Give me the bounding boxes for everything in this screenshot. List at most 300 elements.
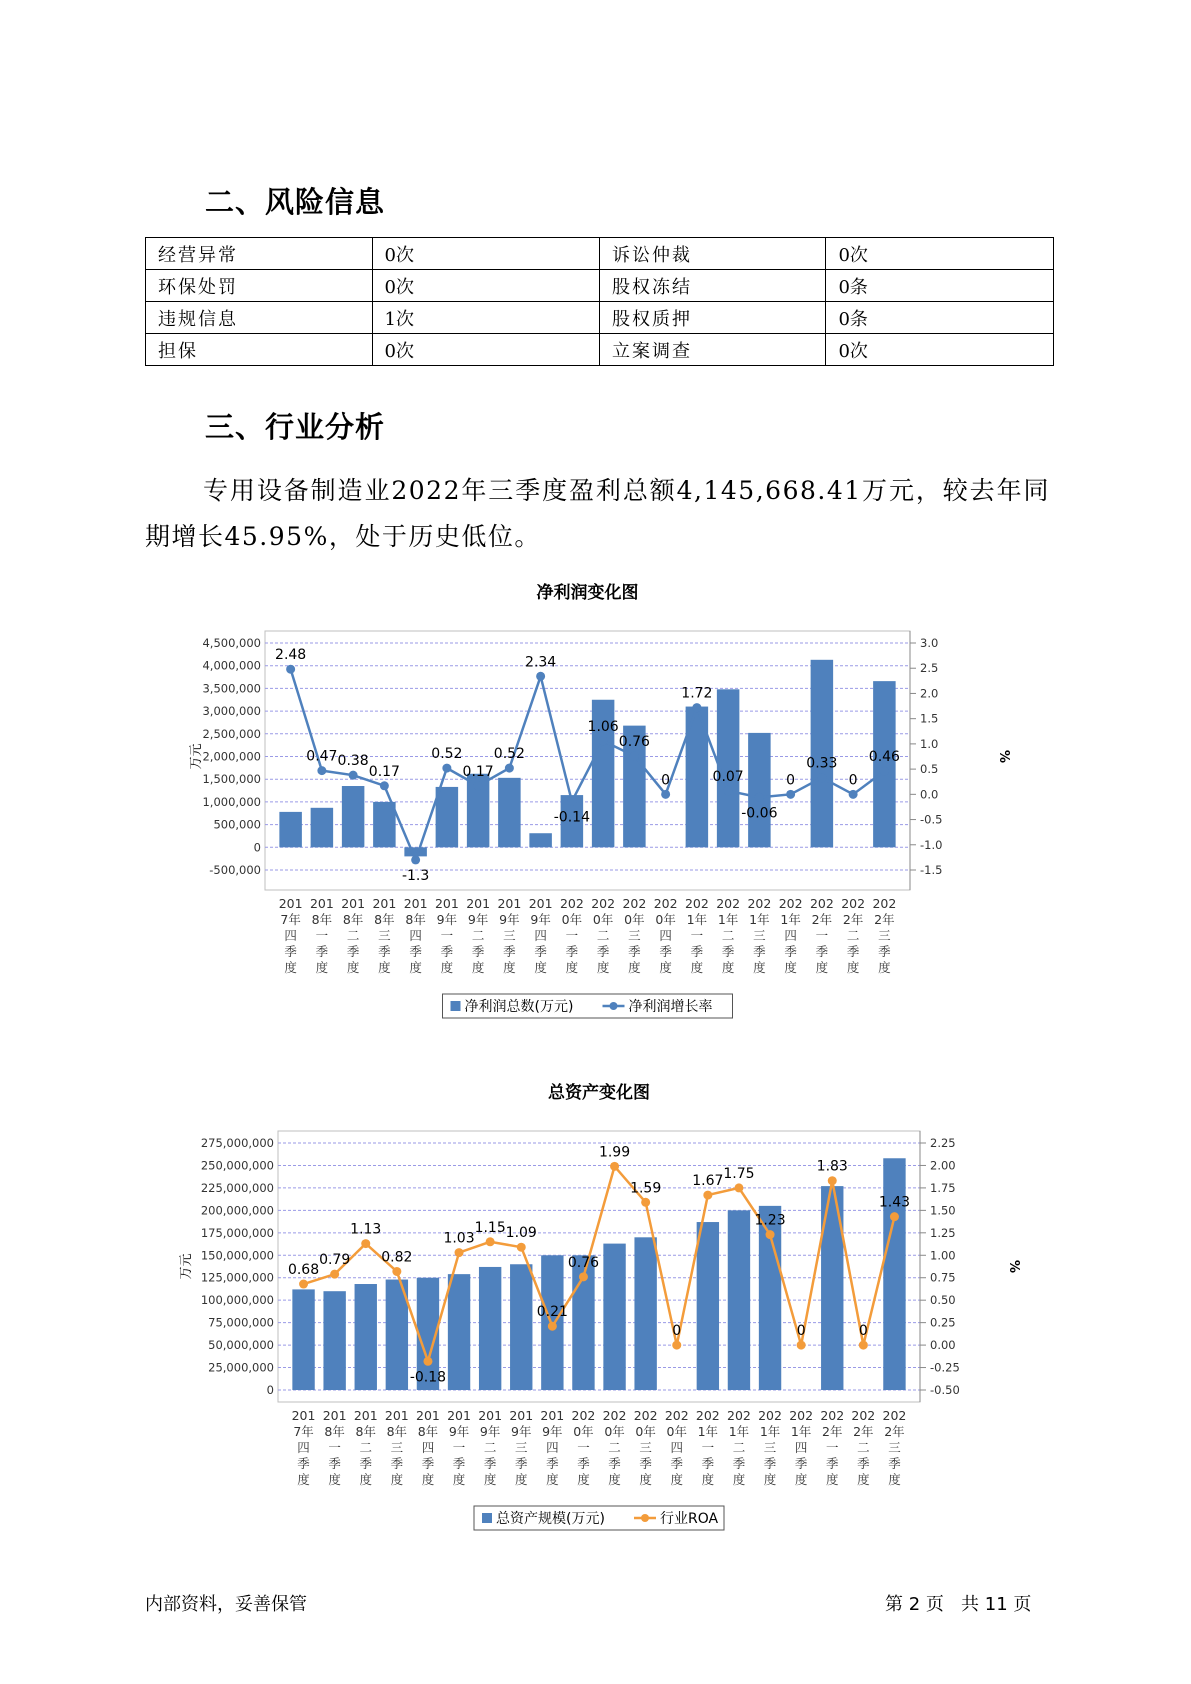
x-tick-label-part: 季 bbox=[878, 944, 891, 959]
x-tick-label-part: 9年 bbox=[467, 912, 489, 927]
total-assets-chart bbox=[179, 1080, 1021, 1550]
bar bbox=[634, 1237, 656, 1390]
x-tick-label-part: 1年 bbox=[749, 912, 770, 927]
x-tick-label-part: 季 bbox=[315, 944, 329, 959]
x-tick-label-part: 三 bbox=[753, 928, 766, 943]
y2-tick-label: -1.5 bbox=[920, 863, 943, 877]
x-tick-label-part: 度 bbox=[359, 1472, 373, 1487]
x-tick-label-part: 季 bbox=[471, 944, 485, 959]
line-point bbox=[849, 790, 858, 799]
y2-tick-label: 2.0 bbox=[920, 686, 939, 701]
x-tick-label bbox=[727, 1408, 751, 1487]
data-label: 0 bbox=[796, 1323, 806, 1340]
y-tick-label: 0 bbox=[266, 1383, 274, 1397]
x-tick-label-part: 季 bbox=[701, 1456, 715, 1471]
x-tick-label-part: 度 bbox=[857, 1472, 870, 1487]
x-tick-label-part: 一 bbox=[452, 1440, 466, 1455]
x-tick-label-part: 四 bbox=[284, 928, 297, 943]
x-tick-label bbox=[341, 896, 365, 975]
y-tick-label: 125,000,000 bbox=[200, 1270, 274, 1285]
net-profit-chart bbox=[180, 580, 1010, 1030]
x-tick-label-part: 7年 bbox=[280, 912, 301, 927]
x-tick-label-part: 季 bbox=[784, 944, 797, 959]
x-tick-label-part: 202 bbox=[684, 896, 709, 911]
x-tick-label-part: 8年 bbox=[374, 912, 395, 927]
x-tick-label-part: 201 bbox=[309, 896, 334, 911]
data-label: -1.3 bbox=[401, 867, 430, 884]
x-tick-label-part: 度 bbox=[753, 960, 766, 975]
x-tick-label bbox=[810, 896, 834, 975]
risk-item-count: 0次 bbox=[826, 238, 1054, 270]
y2-tick-label: 0.25 bbox=[930, 1315, 956, 1330]
line-point bbox=[599, 736, 608, 745]
x-tick-label bbox=[685, 896, 709, 975]
y-tick-label: 3,000,000 bbox=[202, 704, 261, 719]
bar bbox=[529, 833, 552, 847]
line-point bbox=[828, 1176, 837, 1185]
line-point bbox=[786, 790, 795, 799]
x-tick-label-part: 9年 bbox=[530, 912, 551, 927]
x-tick-label bbox=[540, 1408, 564, 1487]
x-tick-label-part: 9年 bbox=[479, 1424, 501, 1439]
data-label: 0.52 bbox=[431, 746, 463, 763]
data-label: 0.33 bbox=[806, 755, 838, 772]
y-tick-label: 150,000,000 bbox=[200, 1248, 274, 1263]
y-tick-label: 4,500,000 bbox=[202, 636, 261, 650]
x-tick-label-part: 201 bbox=[540, 1408, 565, 1423]
x-tick-label-part: 201 bbox=[341, 896, 366, 911]
section-title-risk: 二、风险信息 bbox=[205, 185, 386, 219]
risk-item-count: 0次 bbox=[372, 238, 599, 270]
y2-axis-label: % bbox=[1006, 1259, 1021, 1274]
x-tick-label-part: 度 bbox=[690, 960, 704, 975]
bar bbox=[697, 1222, 719, 1390]
x-tick-label-part: 2年 bbox=[874, 912, 895, 927]
line-point bbox=[317, 766, 326, 775]
x-tick-label-part: 度 bbox=[546, 1472, 559, 1487]
x-tick-label-part: 一 bbox=[690, 928, 704, 943]
bar bbox=[279, 812, 302, 847]
x-tick-label-part: 季 bbox=[421, 1456, 435, 1471]
bar bbox=[323, 1291, 345, 1390]
legend-line-label: 行业ROA bbox=[660, 1511, 719, 1527]
data-label: 0 bbox=[661, 772, 671, 789]
data-label: 0.47 bbox=[306, 748, 338, 765]
risk-item-label: 违规信息 bbox=[146, 302, 373, 334]
x-tick-label bbox=[323, 1408, 347, 1487]
data-label: 0.68 bbox=[287, 1262, 320, 1279]
bar bbox=[883, 1158, 905, 1390]
data-label: 1.83 bbox=[816, 1158, 848, 1175]
data-label: 0.17 bbox=[462, 763, 494, 780]
x-tick-label-part: 1年 bbox=[728, 1424, 750, 1439]
x-tick-label-part: 季 bbox=[359, 1456, 373, 1471]
x-tick-label bbox=[820, 1408, 844, 1487]
x-tick-label-part: 202 bbox=[747, 896, 772, 911]
y2-tick-label: 2.5 bbox=[920, 661, 939, 676]
x-tick-label-part: 0年 bbox=[573, 1424, 594, 1439]
x-tick-label bbox=[560, 896, 584, 975]
line-point bbox=[474, 781, 483, 790]
line-point bbox=[766, 1230, 775, 1239]
y-tick-label: 175,000,000 bbox=[200, 1225, 274, 1240]
x-tick-label bbox=[603, 1408, 627, 1487]
y-tick-label: 25,000,000 bbox=[208, 1360, 274, 1375]
line-point bbox=[486, 1237, 495, 1246]
bar bbox=[342, 786, 365, 847]
x-tick-label-part: 四 bbox=[534, 928, 547, 943]
x-tick-label-part: 一 bbox=[825, 1440, 839, 1455]
x-tick-label-part: 202 bbox=[695, 1408, 720, 1423]
x-tick-label-part: 四 bbox=[421, 1440, 435, 1455]
risk-item-label: 股权冻结 bbox=[599, 270, 826, 302]
data-label: 1.59 bbox=[630, 1180, 662, 1197]
x-tick-label-part: 三 bbox=[639, 1440, 652, 1455]
x-tick-label-part: 度 bbox=[534, 960, 547, 975]
x-tick-label bbox=[572, 1408, 596, 1487]
risk-item-label: 诉讼仲裁 bbox=[599, 238, 826, 270]
x-tick-label-part: 度 bbox=[608, 1472, 621, 1487]
x-tick-label bbox=[779, 896, 803, 975]
chart-title: 总资产变化图 bbox=[548, 1083, 650, 1103]
x-tick-label-part: 四 bbox=[794, 1440, 808, 1455]
x-tick-label-part: 度 bbox=[815, 960, 829, 975]
x-tick-label-part: 201 bbox=[434, 896, 459, 911]
x-tick-label-part: 201 bbox=[509, 1408, 534, 1423]
x-tick-label bbox=[716, 896, 740, 975]
y2-tick-label: 1.00 bbox=[930, 1248, 956, 1263]
x-tick-label bbox=[758, 1408, 782, 1487]
data-label: -0.14 bbox=[553, 809, 590, 826]
x-tick-label-part: 四 bbox=[297, 1440, 310, 1455]
x-tick-label bbox=[385, 1408, 409, 1487]
y-tick-label: 225,000,000 bbox=[200, 1180, 274, 1195]
x-tick-label bbox=[509, 1408, 533, 1487]
x-tick-label-part: 202 bbox=[664, 1408, 689, 1423]
x-tick-label-part: 度 bbox=[409, 960, 422, 975]
x-tick-label-part: 四 bbox=[409, 928, 422, 943]
risk-info-table bbox=[145, 237, 1054, 366]
industry-analysis-paragraph: 专用设备制造业2022年三季度盈利总额4,145,668.41万元，较去年同期增长45.95%，处于历史低位。 bbox=[145, 476, 1050, 551]
x-tick-label-part: 二 bbox=[857, 1440, 870, 1455]
y-tick-label: 275,000,000 bbox=[200, 1136, 274, 1150]
x-tick-label bbox=[789, 1408, 813, 1487]
bar bbox=[373, 802, 396, 847]
data-label: 0.52 bbox=[493, 746, 525, 763]
x-tick-label-part: 201 bbox=[291, 1408, 316, 1423]
line-point bbox=[536, 672, 545, 681]
x-tick-label-part: 202 bbox=[559, 896, 584, 911]
risk-item-count: 0次 bbox=[372, 270, 599, 302]
line-point bbox=[672, 1341, 681, 1350]
x-tick-label-part: 一 bbox=[577, 1440, 590, 1455]
line-point bbox=[703, 1191, 712, 1200]
x-tick-label-part: 201 bbox=[478, 1408, 503, 1423]
section-title-industry: 三、行业分析 bbox=[205, 410, 386, 444]
y-axis-label: 万元 bbox=[179, 1253, 194, 1280]
data-label: 0.76 bbox=[618, 733, 650, 750]
x-tick-label-part: 8年 bbox=[324, 1424, 345, 1439]
legend-line-label: 净利润增长率 bbox=[628, 999, 713, 1015]
data-label: -0.18 bbox=[409, 1369, 447, 1386]
x-tick-label-part: 202 bbox=[882, 1408, 907, 1423]
data-label: 0 bbox=[848, 772, 858, 789]
x-tick-label-part: 度 bbox=[284, 960, 297, 975]
x-tick-label-part: 度 bbox=[721, 960, 735, 975]
x-tick-label-part: 度 bbox=[577, 1472, 590, 1487]
x-tick-label-part: 一 bbox=[565, 928, 579, 943]
y2-axis-label: % bbox=[996, 749, 1011, 764]
x-tick-label-part: 度 bbox=[297, 1472, 310, 1487]
x-tick-label-part: 1年 bbox=[759, 1424, 781, 1439]
y-tick-label: 3,500,000 bbox=[202, 681, 261, 696]
x-tick-label bbox=[435, 896, 459, 975]
x-tick-label-part: 202 bbox=[851, 1408, 876, 1423]
x-tick-label bbox=[872, 896, 896, 975]
x-tick-label-part: 一 bbox=[440, 928, 454, 943]
y-axis-label: 万元 bbox=[189, 743, 204, 770]
y-tick-label: 75,000,000 bbox=[208, 1315, 274, 1330]
x-tick-label-part: 1年 bbox=[717, 912, 739, 927]
y2-tick-label: 0.5 bbox=[920, 762, 939, 777]
line-point bbox=[692, 703, 701, 712]
x-tick-label-part: 季 bbox=[534, 944, 547, 959]
x-tick-label-part: 0年 bbox=[624, 912, 645, 927]
data-label: 1.06 bbox=[587, 718, 619, 735]
x-tick-label-part: 度 bbox=[670, 1472, 684, 1487]
x-tick-label bbox=[354, 1408, 378, 1487]
risk-item-label: 担保 bbox=[146, 334, 373, 366]
x-tick-label-part: 季 bbox=[390, 1456, 404, 1471]
footer-page-number: 第 2 页 共 11 页 bbox=[885, 1594, 1032, 1615]
x-tick-label-part: 季 bbox=[639, 1456, 652, 1471]
bar bbox=[748, 733, 771, 847]
data-label: 1.23 bbox=[754, 1212, 786, 1229]
legend-bar-swatch bbox=[451, 1001, 461, 1011]
line-point bbox=[548, 1322, 557, 1331]
x-tick-label-part: 201 bbox=[278, 896, 303, 911]
data-label: 0.79 bbox=[319, 1252, 351, 1269]
x-tick-label-part: 季 bbox=[577, 1456, 590, 1471]
x-tick-label-part: 三 bbox=[888, 1440, 901, 1455]
y-tick-label: 1,500,000 bbox=[202, 772, 261, 787]
x-tick-label-part: 季 bbox=[409, 944, 422, 959]
line-point bbox=[455, 1248, 464, 1257]
x-tick-label-part: 二 bbox=[471, 928, 485, 943]
bar bbox=[479, 1267, 501, 1390]
legend-line-marker bbox=[610, 1002, 618, 1010]
line-point bbox=[880, 767, 889, 776]
bar bbox=[728, 1210, 750, 1390]
y2-tick-label: -0.5 bbox=[920, 812, 943, 827]
x-tick-label-part: 一 bbox=[701, 1440, 715, 1455]
bar bbox=[292, 1289, 314, 1390]
y2-tick-label: 1.25 bbox=[930, 1225, 956, 1240]
x-tick-label-part: 202 bbox=[841, 896, 866, 911]
y2-tick-label: 2.25 bbox=[930, 1136, 956, 1150]
x-tick-label-part: 度 bbox=[565, 960, 579, 975]
y-tick-label: -500,000 bbox=[209, 863, 261, 877]
x-tick-label-part: 9年 bbox=[448, 1424, 470, 1439]
y-tick-label: 2,500,000 bbox=[202, 726, 261, 741]
risk-item-count: 0条 bbox=[826, 270, 1054, 302]
x-tick-label-part: 三 bbox=[390, 1440, 404, 1455]
x-tick-label bbox=[747, 896, 771, 975]
x-tick-label-part: 季 bbox=[514, 1456, 528, 1471]
x-tick-label-part: 2年 bbox=[884, 1424, 905, 1439]
x-tick-label-part: 201 bbox=[466, 896, 491, 911]
x-tick-label-part: 度 bbox=[328, 1472, 341, 1487]
data-label: 1.43 bbox=[878, 1194, 911, 1211]
x-tick-label-part: 三 bbox=[514, 1440, 528, 1455]
x-tick-label-part: 二 bbox=[732, 1440, 746, 1455]
x-tick-label-part: 季 bbox=[452, 1456, 466, 1471]
x-tick-label-part: 季 bbox=[815, 944, 829, 959]
line-point bbox=[817, 773, 826, 782]
x-tick-label-part: 三 bbox=[763, 1440, 777, 1455]
x-tick-label-part: 度 bbox=[503, 960, 516, 975]
x-tick-label-part: 度 bbox=[732, 1472, 746, 1487]
x-tick-label-part: 202 bbox=[602, 1408, 627, 1423]
x-tick-label bbox=[466, 896, 490, 975]
data-label: 1.75 bbox=[723, 1165, 755, 1182]
data-label: 0 bbox=[786, 772, 796, 789]
x-tick-label-part: 202 bbox=[789, 1408, 814, 1423]
risk-item-label: 环保处罚 bbox=[146, 270, 373, 302]
line-point bbox=[579, 1272, 588, 1281]
bar bbox=[510, 1264, 532, 1390]
x-tick-label-part: 1年 bbox=[697, 1424, 719, 1439]
line-point bbox=[392, 1267, 401, 1276]
risk-item-count: 0次 bbox=[372, 334, 599, 366]
line-point bbox=[734, 1183, 743, 1192]
x-tick-label-part: 201 bbox=[416, 1408, 440, 1423]
x-tick-label-part: 1年 bbox=[780, 912, 801, 927]
x-tick-label-part: 度 bbox=[390, 1472, 404, 1487]
x-tick-label-part: 三 bbox=[503, 928, 516, 943]
bar bbox=[811, 660, 834, 848]
x-tick-label-part: 度 bbox=[784, 960, 797, 975]
x-tick-label bbox=[292, 1408, 316, 1487]
x-tick-label bbox=[478, 1408, 502, 1487]
x-tick-label-part: 季 bbox=[690, 944, 704, 959]
data-label: 1.15 bbox=[474, 1219, 506, 1236]
x-tick-label-part: 2年 bbox=[822, 1424, 843, 1439]
x-tick-label-part: 三 bbox=[878, 928, 891, 943]
x-tick-label-part: 季 bbox=[440, 944, 454, 959]
x-tick-label-part: 二 bbox=[483, 1440, 497, 1455]
x-tick-label-part: 四 bbox=[784, 928, 797, 943]
y-tick-label: 100,000,000 bbox=[200, 1293, 274, 1308]
x-tick-label-part: 度 bbox=[346, 960, 360, 975]
x-tick-label bbox=[654, 896, 678, 975]
line-point bbox=[724, 786, 733, 795]
legend-bar-label: 总资产规模(万元) bbox=[496, 1511, 605, 1527]
x-tick-label bbox=[529, 896, 553, 975]
x-tick-label-part: 0年 bbox=[666, 1424, 687, 1439]
table-row bbox=[146, 302, 1054, 334]
x-tick-label-part: 度 bbox=[483, 1472, 497, 1487]
x-tick-label-part: 二 bbox=[846, 928, 860, 943]
line-point bbox=[505, 764, 514, 773]
x-tick-label-part: 季 bbox=[794, 1456, 808, 1471]
x-tick-label-part: 8年 bbox=[342, 912, 364, 927]
x-tick-label-part: 202 bbox=[758, 1408, 782, 1423]
bar bbox=[355, 1284, 377, 1390]
x-tick-label-part: 度 bbox=[315, 960, 329, 975]
x-tick-label-part: 0年 bbox=[635, 1424, 656, 1439]
x-tick-label-part: 202 bbox=[653, 896, 678, 911]
y-tick-label: 4,000,000 bbox=[202, 658, 261, 673]
x-tick-label-part: 季 bbox=[670, 1456, 684, 1471]
line-point bbox=[859, 1341, 868, 1350]
x-tick-label-part: 季 bbox=[565, 944, 579, 959]
x-tick-label-part: 季 bbox=[659, 944, 672, 959]
x-tick-label-part: 9年 bbox=[542, 1424, 563, 1439]
x-tick-label-part: 1年 bbox=[686, 912, 708, 927]
data-label: 0 bbox=[672, 1323, 682, 1340]
x-tick-label-part: 四 bbox=[659, 928, 672, 943]
x-tick-label-part: 季 bbox=[763, 1456, 777, 1471]
x-tick-label-part: 季 bbox=[753, 944, 766, 959]
data-label: -0.06 bbox=[741, 805, 778, 822]
x-tick-label-part: 2年 bbox=[853, 1424, 874, 1439]
x-tick-label-part: 度 bbox=[763, 1472, 777, 1487]
x-tick-label-part: 度 bbox=[888, 1472, 901, 1487]
x-tick-label-part: 季 bbox=[825, 1456, 839, 1471]
y-tick-label: 2,000,000 bbox=[202, 749, 261, 764]
y2-tick-label: 1.75 bbox=[930, 1180, 956, 1195]
line-point bbox=[380, 781, 389, 790]
x-tick-label-part: 度 bbox=[471, 960, 485, 975]
x-tick-label bbox=[634, 1408, 658, 1487]
x-tick-label-part: 202 bbox=[778, 896, 803, 911]
line-point bbox=[423, 1357, 432, 1366]
line-point bbox=[330, 1270, 339, 1279]
risk-item-count: 0次 bbox=[826, 334, 1054, 366]
data-label: 1.67 bbox=[692, 1173, 724, 1190]
x-tick-label-part: 0年 bbox=[592, 912, 614, 927]
data-label: 2.48 bbox=[275, 647, 307, 664]
x-tick-label bbox=[279, 896, 303, 975]
x-tick-label-part: 季 bbox=[888, 1456, 901, 1471]
x-tick-label-part: 202 bbox=[591, 896, 616, 911]
table-row bbox=[146, 334, 1054, 366]
y2-tick-label: -0.50 bbox=[930, 1383, 960, 1397]
x-tick-label-part: 季 bbox=[483, 1456, 497, 1471]
x-tick-label-part: 202 bbox=[716, 896, 741, 911]
x-tick-label-part: 0年 bbox=[561, 912, 583, 927]
x-tick-label-part: 201 bbox=[353, 1408, 378, 1423]
x-tick-label-part: 度 bbox=[596, 960, 610, 975]
data-label: 1.09 bbox=[505, 1225, 537, 1242]
bar bbox=[498, 778, 521, 847]
legend-bar-label: 净利润总数(万元) bbox=[464, 999, 574, 1015]
x-tick-label-part: 202 bbox=[872, 896, 897, 911]
x-tick-label-part: 201 bbox=[497, 896, 522, 911]
bar bbox=[448, 1274, 470, 1390]
x-tick-label-part: 季 bbox=[378, 944, 391, 959]
x-tick-label-part: 0年 bbox=[604, 1424, 625, 1439]
x-tick-label-part: 7年 bbox=[293, 1424, 314, 1439]
x-tick-label bbox=[372, 896, 396, 975]
line-point bbox=[567, 797, 576, 806]
x-tick-label-part: 202 bbox=[820, 1408, 845, 1423]
x-tick-label-part: 201 bbox=[447, 1408, 471, 1423]
data-label: 0.07 bbox=[712, 768, 744, 785]
x-tick-label-part: 季 bbox=[328, 1456, 341, 1471]
y-tick-label: 1,000,000 bbox=[202, 794, 261, 809]
